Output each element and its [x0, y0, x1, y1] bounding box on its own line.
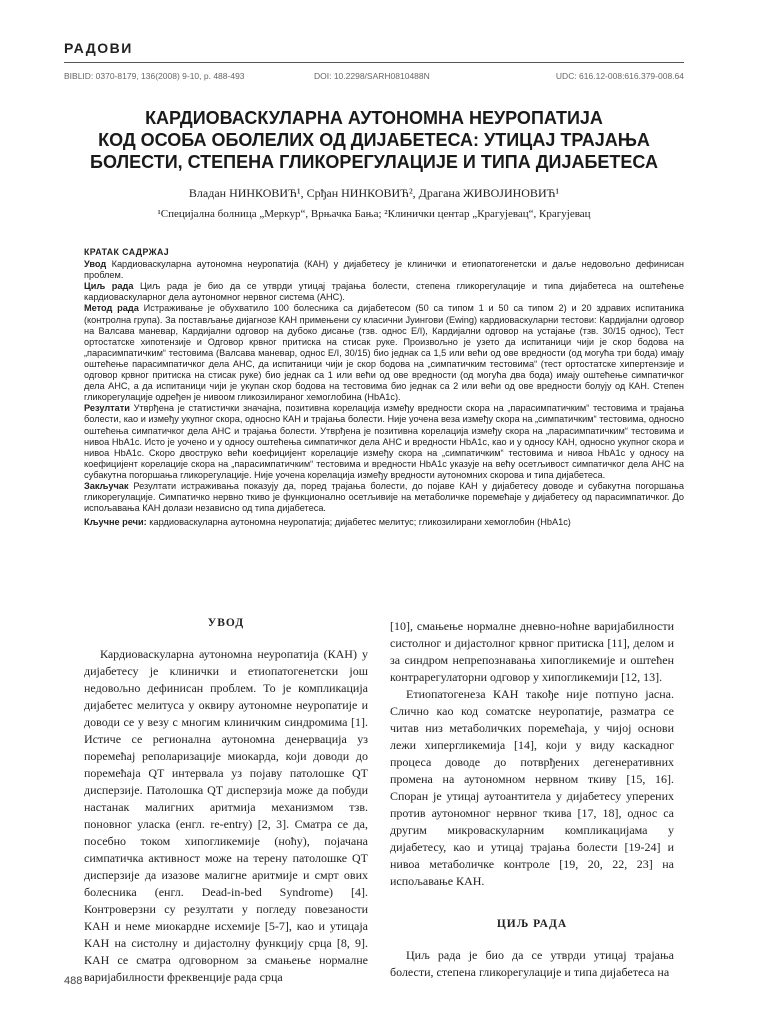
aim-heading: ЦИЉ РАДА — [496, 918, 568, 930]
abstract-intro-label: Увод — [84, 259, 107, 270]
header-rule — [64, 62, 684, 63]
right-paragraph-1: [10], смањење нормалне дневно-ноћне варијабилности систолног и дијастолног крвног притиска [11], делом и за синдром непрепознавања хипогликемије и оштећен контрарегулаторни одговор у хипогликемији [12, 13]. — [390, 619, 674, 684]
abstract-conclusion — [84, 481, 684, 514]
abstract-conclusion-text: Резултати истраживања показују да, поред трајања болести, до појаве КАН у дијабетесу доводе и субакутна погоршања гликорегулације. Симпатичко нервно ткиво је функционално осетљивије на метаболичке поремећаје у дијабетесу од парасимпатичког. До испољавања КАН долази независно од типа дијабетеса. — [84, 480, 684, 514]
abstract-method — [84, 303, 684, 403]
left-column — [84, 607, 368, 986]
udc: UDC: 616.12-008:616.379-008.64 — [555, 71, 684, 81]
abstract-results-text: Утврђена је статистички значајна, позитивна корелација између вредности скора на „парасимпатичким“ тестовима и трајања болести, као и између укупног скора, односно КАН и трајања болести. Није уочена веза између скора на „симпатичким“ тестовима, односно оштећења симпатичког дела АНС и трајања болести. Утврђена је позитивна корелација између скора на „парасимпатичким“ тестовима и нивоа HbA1c. Исто је уочено и у односу оштећења симпатичког дела АНС и вредности HbA1c, као и у односу КАН, односно укупног скора и нивоа HbA1c. Скоро двоструко већи коефицијент корелације између скора на „симпатичким“ тестовима и нивоа HbA1c у односу на коефицијент корелације скора на „парасимпатичким“ тестовима и вредности HbA1c указује на већу осетљивост симпатичког дела АНС на субакутна погоршања гликорегулације. Није уочена корелација између вредности аутономних скорова и типа дијабетеса. — [84, 403, 684, 480]
keywords-text: кардиоваскуларна аутономна неуропатија; дијабетес мелитус; гликозилирани хемоглобин (HbA1c) — [149, 517, 571, 528]
authors: Владан НИНКОВИЋ¹, Срђан НИНКОВИЋ², Драгана ЖИВОЈИНОВИЋ¹ — [188, 186, 560, 200]
keywords-label: Кључне речи: — [84, 517, 147, 528]
abstract-aim-text: Циљ рада је био да се утврди утицај трајања болести, степена гликорегулације и типа дијабетеса на оштећење кардиоваскуларног дела аутономног нервног система (АНС). — [84, 281, 685, 303]
abstract-heading: КРАТАК САДРЖАЈ — [84, 247, 169, 257]
abstract-results — [84, 403, 684, 481]
abstract-keywords — [84, 517, 684, 528]
title-line: БОЛЕСТИ, СТЕПЕНА ГЛИКОРЕГУЛАЦИЈЕ И ТИПА ДИЈАБЕТЕСА — [90, 152, 658, 172]
section-label: РАДОВИ — [64, 40, 133, 56]
right-paragraph-2: Етиопатогенеза КАН такође није потпуно јасна. Слично као код соматске неуропатије, разматра се читав низ метаболичких поремећаја, у чијој основи лежи хипергликемија [14], који у виду каскадног процеса доводе до потврђених дегенеративних промена на аутономном нервном ткиву [15, 16]. Споран је утицај аутоантитела у дијабетесу уперених против аутономног нервног ткива [17, 18], однос са другим микроваскуларним компликацијама у дијабетесу, као и утицај трајања болести [19-24] и нивоа метаболичке контроле [19, 20, 22, 23] на испољавање КАН. — [390, 687, 674, 888]
doi: DOI: 10.2298/SARH0810488N — [314, 71, 430, 81]
abstract-intro — [84, 259, 684, 281]
abstract-aim-label: Циљ рада — [84, 281, 134, 292]
abstract-results-label: Резултати — [84, 403, 130, 414]
abstract-intro-text: Кардиоваскуларна аутономна неуропатија (КАН) у дијабетесу је клинички и етиопатогенетски и даље недовољно дефинисан проблем. — [84, 259, 684, 281]
abstract-conclusion-label: Закључак — [84, 480, 129, 491]
right-column — [390, 618, 674, 981]
affiliations: ¹Специјална болница „Меркур“, Врњачка Бања; ²Клинички центар „Крагујевац“, Крагујевац — [157, 208, 591, 220]
abstract — [84, 247, 684, 528]
biblid: BIBLID: 0370-8179, 136(2008) 9-10, p. 488-493 — [64, 71, 245, 81]
intro-heading: УВОД — [207, 617, 245, 629]
title-line: КОД ОСОБА ОБОЛЕЛИХ ОД ДИЈАБЕТЕСА: УТИЦАЈ ТРАЈАЊА — [98, 130, 650, 150]
intro-paragraph: Кардиоваскуларна аутономна неуропатија (КАН) у дијабетесу је клинички и етиопатогенетски још недовољно дефинисан проблем. То је компликација дијабетес мелитуса у оквиру аутономне неуропатије и доводи се у везу с многим клиничким синдромима [1]. Истиче се регионална аутономна денервација уз поремећај реполаризације миокарда, који доводи до поремећаја QT интервала уз појаву патолошке QT дисперзије. Патолошка QT дисперзија може да побуди настанак малигних аритмија механизмом тзв. поновног уласка (енгл. re-entry) [2, 3]. Сматра се да, посебно током хипогликемије (ноћу), појачана симпатичка активност може на терену патолошке QT дисперзије да изазове малигне аритмије и смрт ових болесника (енгл. Dead-in-bed Syndrome) [4]. Контроверзни су резултати у погледу повезаности КАН и неме миокардне исхемије [5-7], као и утицаја КАН на систолну и дијастолну функцију срца [8, 9]. КАН се сматра одговорном за смањење нормалне варијабилности фреквенције рада срца — [84, 647, 368, 984]
abstract-method-label: Метод рада — [84, 303, 139, 314]
abstract-method-text: Истраживање је обухватило 100 болесника са дијабетесом (50 са типом 1 и 50 са типом 2) и 20 здравих испитаника (контролна група). За постављање дијагнозе КАН примењени су класични Јуингови (Ewing) кардиоваскуларни тестови: Кардијални одговор на Валсава маневар, Кардијални одговор на дубоко дисање (тзв. однос E/I), Кардијални одговор на устајање (тзв. 30/15 однос), Тест ортостатске хипотензије и Одговор крвног притиска на стисак руке. Произвољно је узето да испитаници чији је скор бодова на „парасимпатичким“ тестовима (Валсава маневар, однос E/I, 30/15) био једнак са 1,5 или већи од ове вредности (од могућа три бода) имају оштећење парасимпатичког дела АНС, да испитаници чији је скор бодова на „симпатичким тестовима“ (тест ортостатске хипертензије и одговор крвног притиска на стисак руке) био једнак са 1 или већи од ове вредности (од могућа два бода) имају оштећење симпатичког дела АНС, а да испитаници чији је укупан скор бодова на тестовима био једнак са 2 или већи од ове вредности болују од КАН. Степен гликорегулације одређен је нивоом гликозилираног хемоглобина (HbA1c). — [84, 303, 684, 403]
abstract-aim — [84, 281, 684, 303]
page-number: 488 — [64, 975, 83, 987]
title-line: КАРДИОВАСКУЛАРНА АУТОНОМНА НЕУРОПАТИЈА — [145, 108, 603, 128]
article-title — [64, 107, 684, 173]
aim-paragraph: Циљ рада је био да се утврди утицај трајања болести, степена гликорегулације и типа дијабетеса на — [390, 948, 674, 979]
